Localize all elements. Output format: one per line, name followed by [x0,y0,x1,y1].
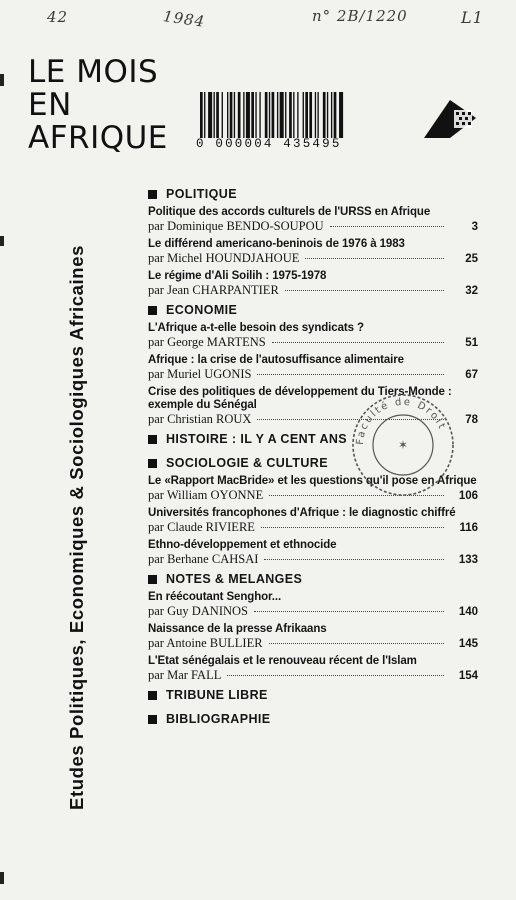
article-author: par Mar FALL [148,668,222,682]
article-title: En réécoutant Senghor... [148,591,282,603]
toc-entry [148,206,478,234]
edge-mark [0,74,4,86]
publisher-logo-icon [424,92,476,142]
dot-leader [261,527,444,528]
article-title: Le «Rapport MacBride» et les questions qu'il pose en Afrique [148,475,477,487]
masthead-line: AFRIQUE [28,120,168,156]
page-number: 145 [458,638,478,650]
toc-entry [148,322,478,350]
dot-leader [257,374,444,375]
section-heading [148,431,478,447]
masthead-line: LE MOIS [28,54,159,90]
toc-entry [148,270,478,298]
section-bullet-icon [148,691,157,700]
article-author: par Berhane CAHSAI [148,552,259,566]
stamp-text: Faculté de Droit [354,396,448,446]
article-author: par Muriel UGONIS [148,367,252,381]
author-line [148,251,478,266]
article-author: par Guy DANINOS [148,604,248,618]
author-line [148,552,478,567]
section-heading [148,302,478,318]
toc-entry [148,655,478,683]
handwritten-call-number: n° 2B/1220 [312,7,408,25]
barcode-number: 0 000004 435495 [196,137,342,151]
dot-leader [285,290,444,291]
table-of-contents [148,186,478,735]
section-bullet-icon [148,575,157,584]
page-number: 32 [465,285,478,297]
article-title: L'Afrique a-t-elle besoin des syndicats ? [148,322,364,334]
author-line [148,367,478,382]
edge-mark [0,872,4,884]
section-heading [148,455,478,471]
section-heading [148,571,478,587]
dot-leader [305,258,444,259]
page-number: 67 [465,369,478,381]
page-number: 154 [458,670,478,682]
section-label: NOTES & MELANGES [166,572,303,586]
author-line [148,668,478,683]
author-line [148,219,478,234]
page-number: 78 [465,414,478,426]
dot-leader [330,226,444,227]
section-label: SOCIOLOGIE & CULTURE [166,456,328,470]
section-label: ECONOMIE [166,303,238,317]
section-heading [148,711,478,727]
article-title: L'Etat sénégalais et le renouveau récent de l'Islam [148,655,417,667]
toc-entry [148,354,478,382]
toc-entry [148,539,478,567]
article-author: par Jean CHARPANTIER [148,283,279,297]
section-label: POLITIQUE [166,187,237,201]
dot-leader [269,495,444,496]
author-line [148,488,478,503]
handwritten-shelf-mark: L1 [461,8,484,27]
section-bullet-icon [148,435,157,444]
article-title: Le régime d'Ali Soilih : 1975-1978 [148,270,327,282]
toc-entry [148,623,478,651]
author-line [148,604,478,619]
dot-leader [254,611,444,612]
page-number: 116 [459,522,478,534]
section-bullet-icon [148,306,157,315]
section-label: BIBLIOGRAPHIE [166,712,271,726]
article-author: par William OYONNE [148,488,264,502]
section-heading [148,186,478,202]
dot-leader [227,675,444,676]
barcode-icon [198,92,424,138]
handwritten-year: 1984 [161,7,207,31]
author-line [148,412,478,427]
section-bullet-icon [148,715,157,724]
dot-leader [257,419,444,420]
article-title: Ethno-développement et ethnocide [148,539,337,551]
spine-subtitle: Etudes Politiques, Economiques & Sociologiques Africaines [66,245,87,810]
dot-leader [269,643,444,644]
edge-mark [0,236,4,246]
article-title: Politique des accords culturels de l'URSS en Afrique [148,206,431,218]
page-number: 25 [465,253,478,265]
section-label: TRIBUNE LIBRE [166,688,268,702]
author-line [148,283,478,298]
dot-leader [272,342,444,343]
section-bullet-icon [148,459,157,468]
section-label: HISTOIRE : IL Y A CENT ANS [166,432,348,446]
page-number: 51 [465,337,478,349]
article-title: Le différend americano-beninois de 1976 à 1983 [148,238,405,250]
toc-entry [148,591,478,619]
article-author: par George MARTENS [148,335,266,349]
author-line [148,636,478,651]
article-author: par Dominique BENDO-SOUPOU [148,219,324,233]
page-number: 140 [458,606,478,618]
article-title: Crise des politiques de développement du Tiers-Monde : exemple du Sénégal [148,386,452,411]
page-number: 133 [458,554,478,566]
page-number: 3 [471,221,478,233]
dot-leader [264,559,444,560]
page-number: 106 [458,490,478,502]
handwritten-note: 42 [47,8,69,26]
toc-entry [148,386,478,427]
author-line [148,520,478,535]
author-line [148,335,478,350]
toc-entry [148,507,478,535]
article-title: Naissance de la presse Afrikaans [148,623,327,635]
masthead-title [28,56,198,155]
masthead-line: EN [28,87,72,123]
article-title: Afrique : la crise de l'autosuffisance alimentaire [148,354,404,366]
svg-text:✶: ✶ [397,438,409,452]
section-bullet-icon [148,190,157,199]
article-author: par Michel HOUNDJAHOUE [148,251,300,265]
article-author: par Christian ROUX [148,412,252,426]
article-title: Universités francophones d'Afrique : le diagnostic chiffré [148,507,456,519]
toc-entry [148,238,478,266]
article-author: par Antoine BULLIER [148,636,263,650]
article-author: par Claude RIVIERE [148,520,255,534]
section-heading [148,687,478,703]
toc-entry [148,475,478,503]
